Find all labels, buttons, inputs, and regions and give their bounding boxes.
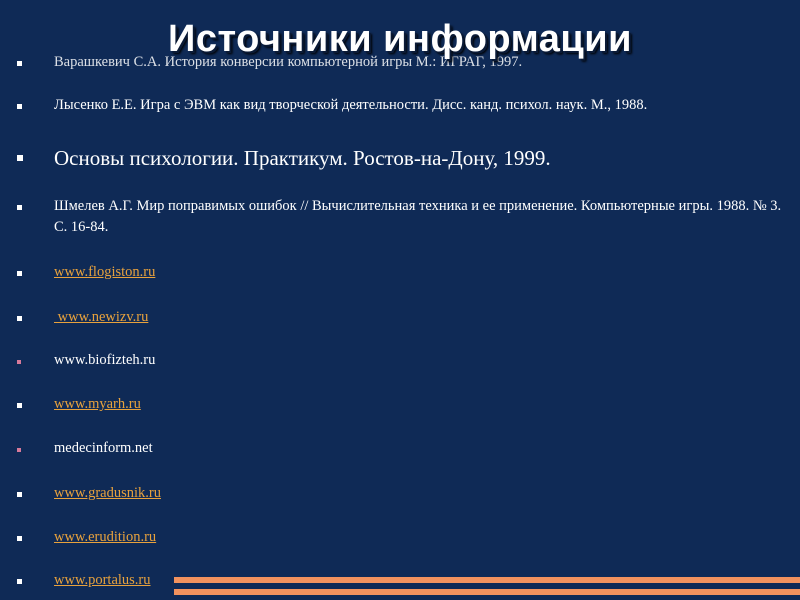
source-link[interactable]: www.newizv.ru	[54, 309, 149, 325]
source-link[interactable]: www.gradusnik.ru	[54, 485, 161, 501]
source-text: Лысенко Е.Е. Игра с ЭВМ как вид творческой деятельности. Дисс. канд. психол. наук. М., 1988.	[54, 97, 648, 113]
bullet-icon	[17, 403, 22, 408]
source-link[interactable]: www.erudition.ru	[54, 529, 157, 545]
source-text: Основы психологии. Практикум. Ростов-на-Дону, 1999.	[54, 146, 551, 170]
bullet-icon	[17, 492, 22, 497]
bullet-icon	[17, 271, 22, 276]
source-text: Шмелев А.Г. Мир поправимых ошибок // Вычислительная техника и ее применение. Компьютерные игры. 1988. № 3. С. 16-84.	[54, 198, 782, 235]
source-link[interactable]: www.flogiston.ru	[54, 264, 156, 280]
source-text: Варашкевич С.А. История конверсии компьютерной игры М.: ИГРАГ, 1997.	[54, 54, 523, 70]
accent-stripe	[174, 589, 800, 595]
bullet-icon	[17, 536, 22, 541]
bullet-icon	[17, 155, 23, 161]
source-text: www.biofizteh.ru	[54, 352, 156, 368]
bullet-icon	[17, 448, 21, 452]
bullet-icon	[17, 579, 22, 584]
bullet-icon	[17, 104, 22, 109]
bullet-icon	[17, 205, 22, 210]
bullet-icon	[17, 360, 21, 364]
source-link[interactable]: www.portalus.ru	[54, 572, 151, 588]
bullet-icon	[17, 316, 22, 321]
accent-stripe	[174, 577, 800, 583]
bullet-icon	[17, 61, 22, 66]
source-text: medecinform.net	[54, 440, 153, 456]
source-link[interactable]: www.myarh.ru	[54, 396, 141, 412]
slide-title: Источники информации	[168, 18, 632, 60]
